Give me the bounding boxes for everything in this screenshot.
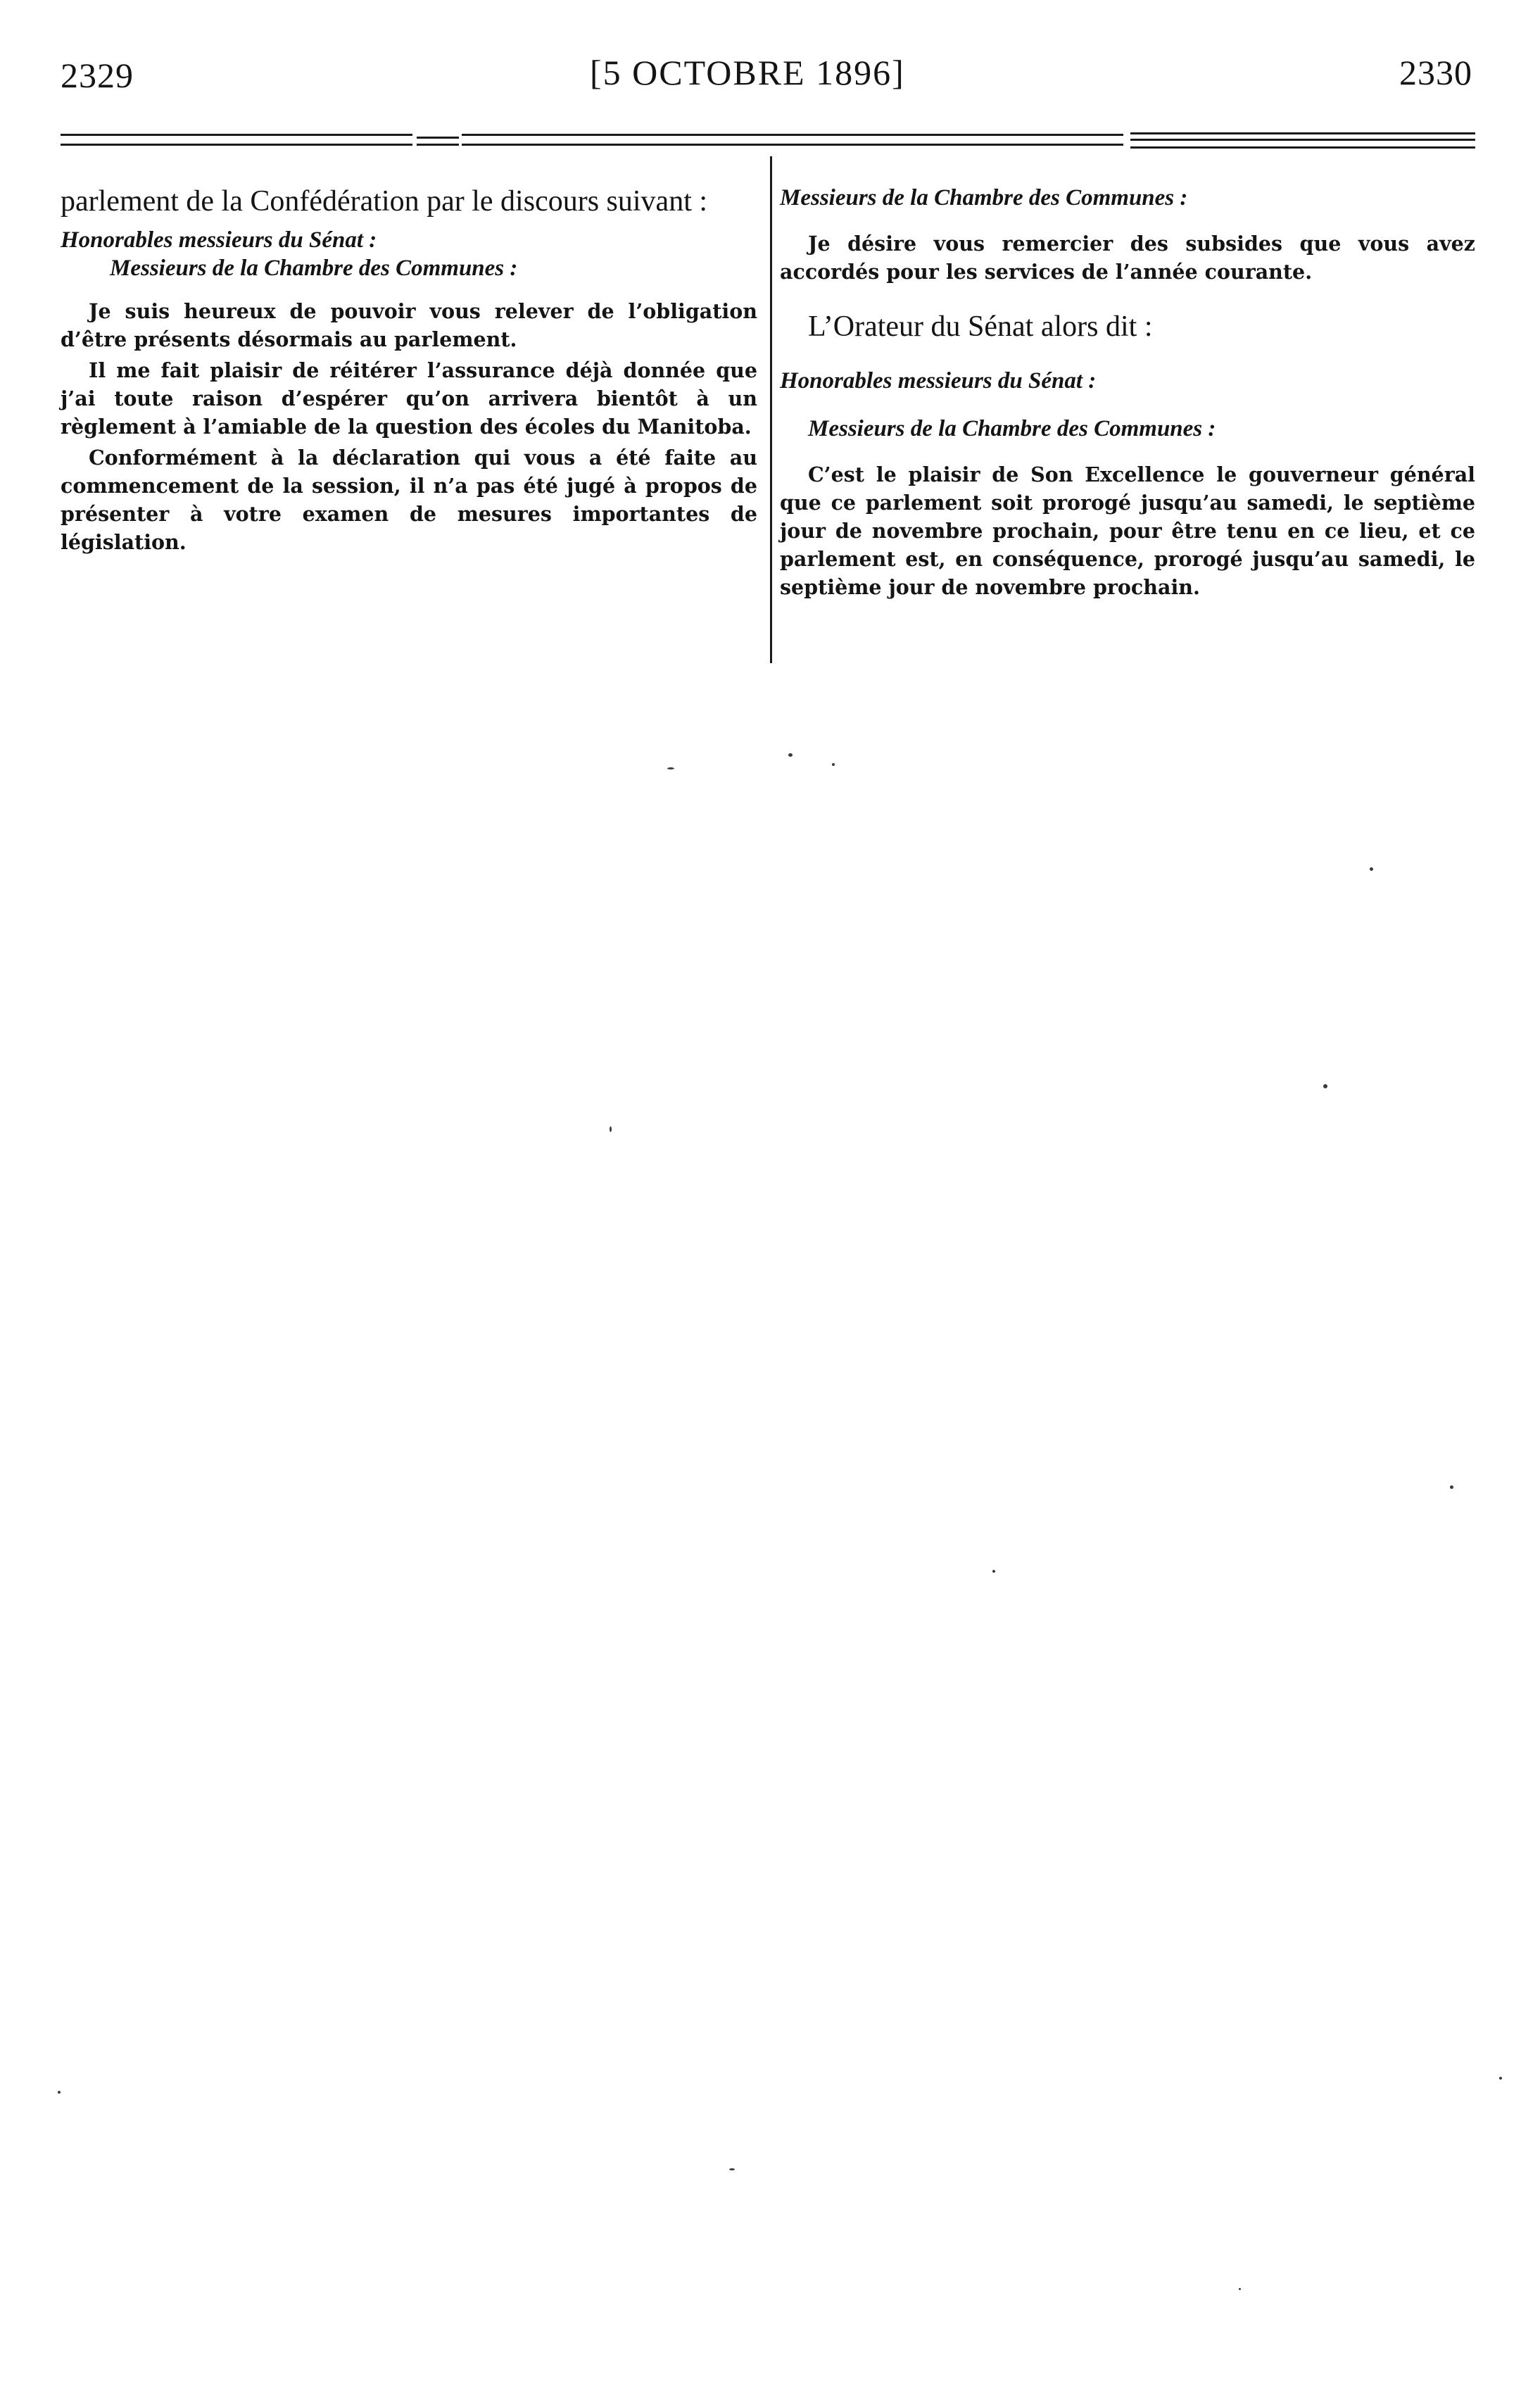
paragraph: Il me fait plaisir de réitérer l’assurance déjà donnée que j’ai toute raison d’espérer qu’on arrivera bientôt à un règlement à l’amiable de la question des écoles du Manitoba.: [61, 358, 757, 439]
paragraph: Je désire vous remercier des subsides que vous avez accordés pour les services de l’année courante.: [780, 232, 1475, 284]
header-date: [5 OCTOBRE 1896]: [590, 53, 905, 92]
paragraph: C’est le plaisir de Son Excellence le gouverneur général que ce parlement soit prorogé jusqu’au samedi, le septième jour de novembre prochain, pour être tenu en ce lieu, et ce parlement est, en conséquence, prorogé jusqu’au samedi, le septième jour de novembre prochain.: [780, 463, 1475, 599]
paragraph: Je suis heureux de pouvoir vous relever de l’obligation d’être présents désormais au parlement.: [61, 299, 757, 351]
header-rule: [61, 132, 1475, 153]
salutation-senate: Honorables messieurs du Sénat :: [780, 368, 1097, 394]
salutation-commons: Messieurs de la Chambre des Communes :: [808, 416, 1216, 441]
speaker-line: L’Orateur du Sénat alors dit :: [808, 310, 1153, 343]
page-number-left: 2329: [61, 56, 134, 95]
salutation-commons: Messieurs de la Chambre des Communes :: [780, 185, 1188, 210]
column-divider: [770, 156, 772, 663]
right-column: [780, 184, 1475, 601]
paragraph: Conformément à la déclaration qui vous a été faite au commencement de la session, il n’a pas été jugé à propos de présenter à votre examen de mesures importantes de législation.: [61, 446, 757, 554]
intro-text: parlement de la Confédération par le discours suivant :: [61, 185, 708, 218]
salutation-commons: Messieurs de la Chambre des Communes :: [110, 256, 518, 281]
page-number-right: 2330: [1399, 53, 1472, 92]
salutation-senate: Honorables messieurs du Sénat :: [61, 227, 377, 253]
left-column: [61, 184, 757, 556]
